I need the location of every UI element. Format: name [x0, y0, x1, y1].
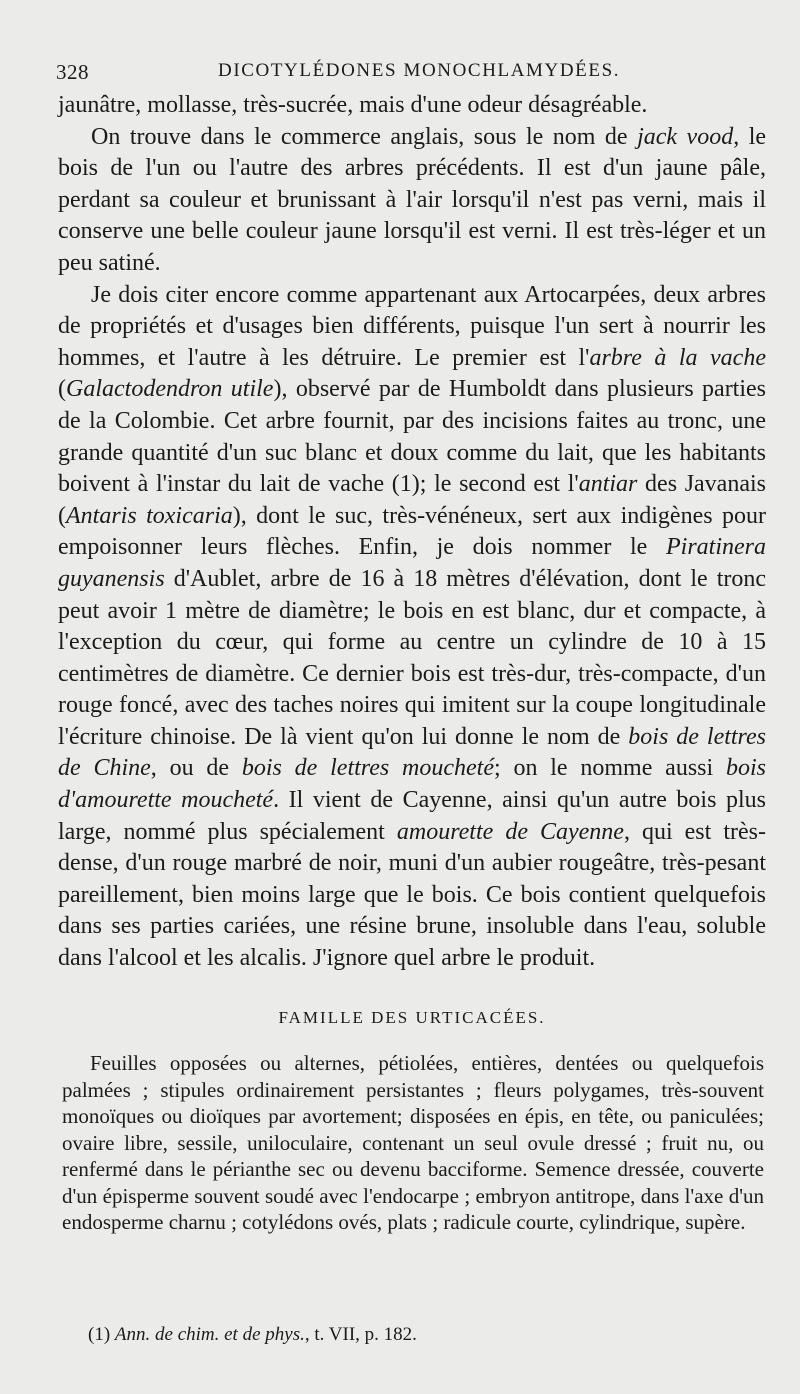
- running-head: DICOTYLÉDONES MONOCHLAMYDÉES.: [218, 60, 621, 81]
- text-run: Je dois citer encore comme appartenant aux Artocarpées, deux arbres de propriétés et d'usages bien différents, puisque l'un sert à nourrir les hommes, et l'autre à les détruire. Le premier est l': [58, 281, 766, 371]
- text-run: ), dont le suc, très-vénéneux, sert aux indigènes pour empoisonner leurs flèches. Enfin, je dois nommer le: [58, 502, 766, 561]
- italic-term: bois de lettres moucheté: [241, 755, 494, 782]
- text-run: (: [58, 376, 66, 403]
- italic-term: bois de lettres de Chine: [58, 723, 766, 782]
- description-paragraph: Feuilles opposées ou alternes, pétiolées, entières, dentées ou quelquefois palmées ; stipules ordinairement persistantes ; fleurs polygames, très-souvent monoïques ou dioïques par avortement; disposées en épis, en tête, ou paniculées; ovaire libre, sessile, uniloculaire, contenant un seul ovule dressé ; fruit nu, ou renfermé dans le périanthe sec ou devenu bacciforme. Semence dressée, couverte d'un épisperme souvent soudé avec l'endocarpe ; embryon antitrope, dans l'axe d'un endosperme charnu ; cotylédons ovés, plats ; radicule courte, cylindrique, supère.: [62, 1051, 764, 1234]
- page-number: 328: [56, 60, 89, 84]
- italic-term: Galactodendron utile: [66, 376, 274, 403]
- footnote: [88, 1324, 748, 1346]
- italic-term: bois d'amourette moucheté: [58, 755, 766, 814]
- text-run: des Javanais (: [58, 471, 766, 529]
- paragraph-artocarpees: [58, 280, 766, 975]
- text-run: ), observé par de Humboldt dans plusieurs parties de la Colombie. Cet arbre fournit, par des incisions faites au tronc, une grande quantité d'un suc blanc et doux comme du lait, que les habitants boivent à l'instar du lait de vache (1); le second est l': [58, 376, 767, 498]
- text-run: On trouve dans le commerce anglais, sous le nom de: [91, 123, 638, 150]
- page-header: [52, 56, 758, 86]
- italic-term: arbre à la vache: [589, 344, 766, 371]
- italic-term: jack vood: [637, 123, 734, 150]
- text-run: , qui est très-dense, d'un rouge marbré de noir, muni d'un aubier rougeâtre, très-pesant pareillement, bien moins large que le bois. Ce bois contient quelquefois dans ses parties cariées, une résine brune, insoluble dans l'eau, soluble dans l'alcool et les alcalis. J'ignore quel arbre le produit.: [58, 818, 766, 972]
- footnote-reference: , t. VII, p. 182.: [304, 1324, 417, 1345]
- paragraph-continuation: jaunâtre, mollasse, très-sucrée, mais d'une odeur désagréable.: [58, 92, 648, 118]
- italic-term: Antaris toxicaria: [66, 502, 233, 529]
- text-run: . Il vient de Cayenne, ainsi qu'un autre bois plus large, nommé plus spécialement: [58, 787, 766, 845]
- italic-term: Piratinera guyanensis: [58, 534, 766, 592]
- family-description: [62, 1050, 764, 1236]
- footnote-marker: (1): [88, 1324, 115, 1345]
- italic-term: antiar: [578, 471, 638, 498]
- section-title: FAMILLE DES URTICACÉES.: [278, 1008, 546, 1027]
- text-run: d'Aublet, arbre de 16 à 18 mètres d'élévation, dont le tronc peut avoir 1 mètre de diamètre; le bois en est blanc, dur et compacte, à l'exception du cœur, qui forme au centre un cylindre de 10 à 15 centimètres de diamètre. Ce dernier bois est très-dur, très-compacte, d'un rouge foncé, avec des taches noires qui imitent sur la coupe longitudinale l'écriture chinoise. De là vient qu'on lui donne le nom de: [58, 565, 766, 750]
- italic-term: amourette de Cayenne: [396, 818, 624, 845]
- text-run: , le bois de l'un ou l'autre des arbres précédents. Il est d'un jaune pâle, perdant sa couleur et brunissant à l'air lorsqu'il n'est pas verni, mais il conserve une belle couleur jaune lorsqu'il est verni. Il est très-léger et un peu satiné.: [58, 123, 767, 276]
- text-run: ; on le nomme aussi: [493, 755, 726, 782]
- footnote-source: Ann. de chim. et de phys.: [114, 1324, 305, 1345]
- text-run: , ou de: [150, 755, 242, 782]
- paragraph-jack-wood: [58, 122, 766, 280]
- body-text: [58, 90, 766, 975]
